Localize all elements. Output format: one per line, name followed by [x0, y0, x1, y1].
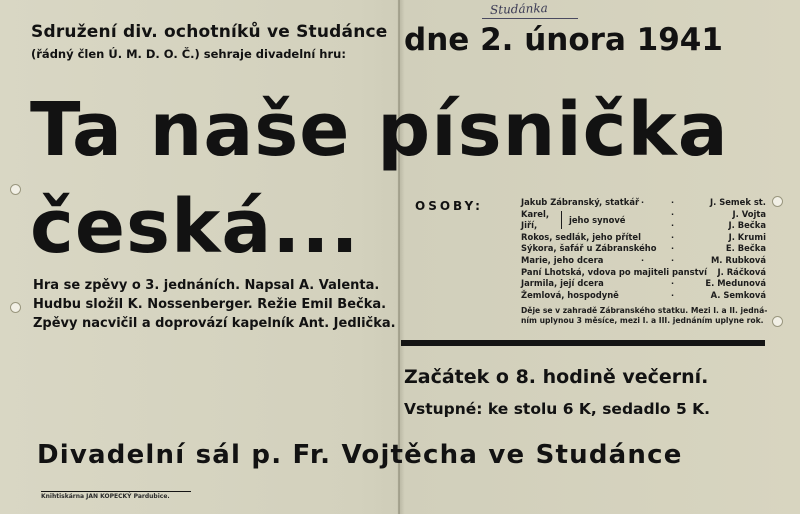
cast-role: Jiří,: [521, 220, 538, 231]
pin-hole: [10, 302, 21, 313]
start-time: Začátek o 8. hodině večerní.: [404, 366, 709, 388]
printer-credit: Knihtiskárna JAN KOPECKÝ Pardubice.: [41, 493, 170, 500]
setting-note: [521, 306, 767, 326]
cast-actor: J. Semek st.: [710, 197, 766, 207]
venue: Divadelní sál p. Fr. Vojtěcha ve Studánce: [37, 440, 683, 470]
cast-row: Karel, · J. Vojta jeho synové: [521, 209, 766, 221]
cast-actor: E. Bečka: [725, 243, 766, 254]
admission-prices: Vstupné: ke stolu 6 K, sedadlo 5 K.: [404, 400, 711, 418]
signature-underline: [482, 18, 578, 19]
cast-role: Žemlová, hospodyně: [521, 289, 619, 300]
cast-row: Jarmila, její dcera · E. Medunová: [521, 278, 766, 289]
note-line: ním uplynou 3 měsíce, mezi I. a III. jednáním uplyne rok.: [521, 316, 764, 325]
cast-list: [521, 197, 766, 301]
cast-row: [521, 267, 766, 279]
play-title-line-1: Ta naše písnička: [30, 87, 729, 173]
performance-date: dne 2. února 1941: [404, 22, 723, 58]
cast-role: Paní Lhotská, vdova po majiteli panství: [521, 266, 707, 277]
organizer-line: Sdružení div. ochotníků ve Studánce: [31, 22, 388, 42]
handwritten-signature: Studánka: [489, 0, 548, 18]
cast-role: Karel,: [521, 208, 550, 219]
note-line: Děje se v zahradě Zábranského statku. Mezi I. a II. jedná-: [521, 306, 768, 315]
info-line: Hra se zpěvy o 3. jednáních. Napsal A. Valenta.: [33, 278, 380, 293]
cast-row: Rokos, sedlák, jeho přítel · J. Krumi: [521, 231, 766, 242]
cast-row: Jakub Zábranský, statkář · · J. Semek st.: [521, 197, 766, 207]
play-title-line-2: česká...: [30, 184, 360, 270]
cast-actor: A. Semková: [710, 289, 766, 300]
cast-row: Jiří, · J. Bečka: [521, 220, 766, 231]
cast-role: Jarmila, její dcera: [521, 278, 604, 289]
pin-hole: [772, 316, 783, 327]
cast-actor: E. Medunová: [705, 278, 766, 289]
pin-hole: [10, 184, 21, 195]
cast-role: Marie, jeho dcera: [521, 254, 604, 265]
cast-actor: J. Ráčková: [717, 266, 766, 277]
pin-hole: [772, 196, 783, 207]
info-line: Hudbu složil K. Nossenberger. Režie Emil Bečka.: [33, 297, 387, 312]
cast-row: Žemlová, hospodyně · A. Semková: [521, 289, 766, 300]
sons-label: jeho synové: [569, 214, 626, 225]
cast-actor: J. Vojta: [732, 208, 766, 219]
divider-rule: [401, 340, 765, 346]
info-line: Zpěvy nacvičil a doprovází kapelník Ant. Jedlička.: [33, 316, 396, 331]
paper-fold: [398, 0, 400, 514]
membership-line: (řádný člen Ú. M. D. O. Č.) sehraje divadelní hru:: [31, 47, 346, 61]
printer-rule: [41, 491, 191, 492]
cast-role: Rokos, sedlák, jeho přítel: [521, 231, 641, 242]
play-info: [33, 276, 396, 333]
cast-actor: J. Krumi: [728, 231, 766, 242]
cast-role: Jakub Zábranský, statkář: [521, 197, 640, 207]
cast-row: Marie, jeho dcera · · M. Rubková: [521, 254, 766, 265]
cast-role: Sýkora, šafář u Zábranského: [521, 243, 657, 254]
cast-actor: M. Rubková: [710, 254, 766, 265]
cast-actor: J. Bečka: [728, 220, 766, 231]
cast-row: Sýkora, šafář u Zábranského · E. Bečka: [521, 243, 766, 254]
cast-label: OSOBY:: [415, 199, 483, 213]
